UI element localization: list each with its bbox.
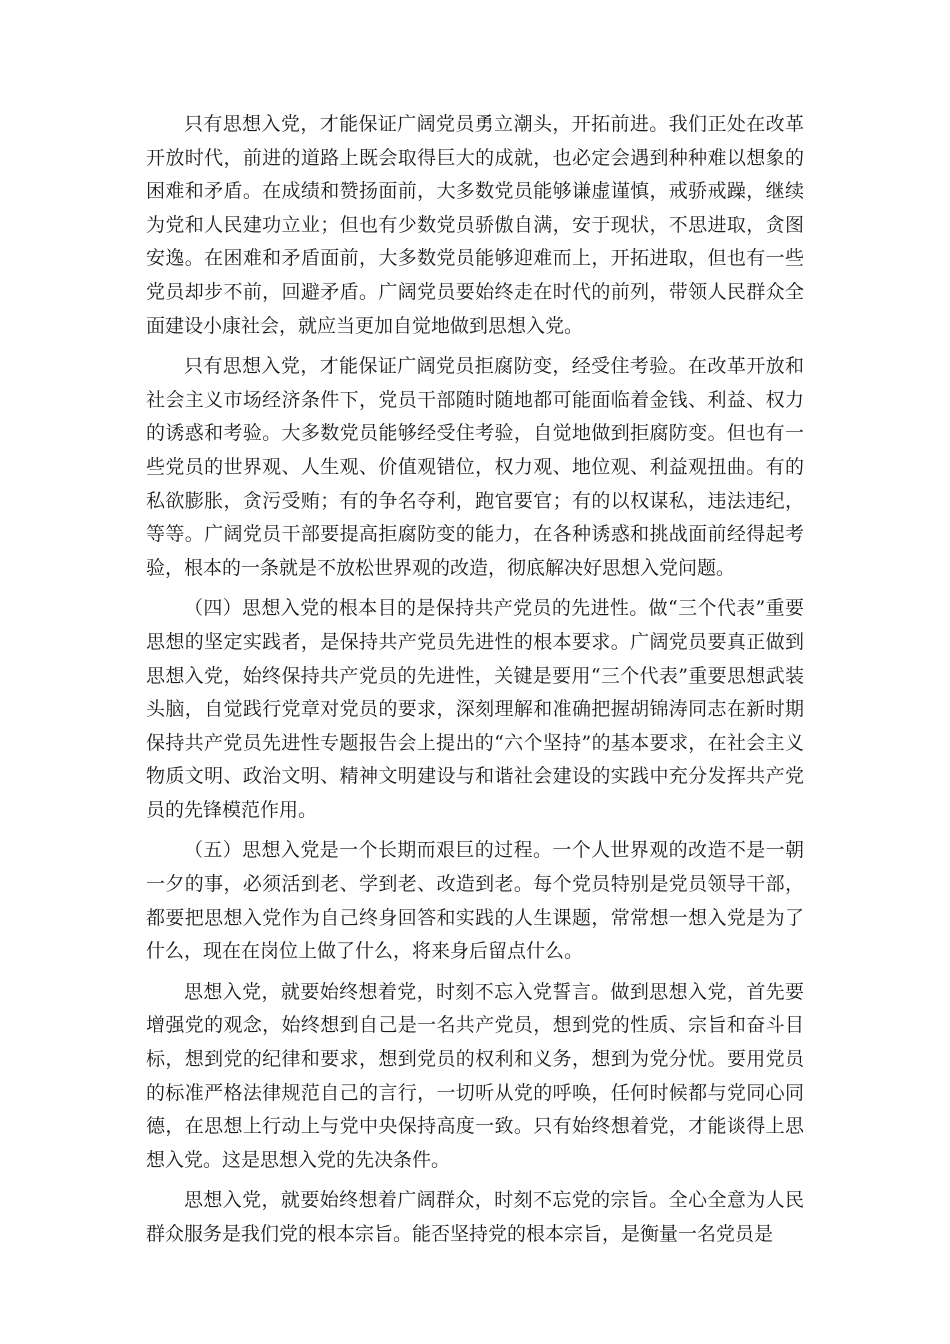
paragraph-2: 只有思想入党，才能保证广阔党员拒腐防变，经受住考验。在改革开放和社会主义市场经济条件下，党员干部随时随地都可能面临着金钱、利益、权力的诱惑和考验。大多数党员能够经受住考验，自觉地做到拒腐防变。但也有一些党员的世界观、人生观、价值观错位，权力观、地位观、利益观扭曲。有的私欲膨胀，贪污受贿；有的争名夺利，跑官要官；有的以权谋私，违法违纪，等等。广阔党员干部要提高拒腐防变的能力，在各种诱惑和挑战面前经得起考验，根本的一条就是不放松世界观的改造，彻底解决好思想入党问题。 <box>146 355 804 579</box>
paragraph-5: 思想入党，就要始终想着党，时刻不忘入党誓言。做到思想入党，首先要增强党的观念，始终想到自己是一名共产党员，想到党的性质、宗旨和奋斗目标，想到党的纪律和要求，想到党员的权利和义务，想到为党分忧。要用党员的标准严格法律规范自己的言行，一切听从党的呼唤，任何时候都与党同心同德，在思想上行动上与党中央保持高度一致。只有始终想着党，才能谈得上思想入党。这是思想入党的先决条件。 <box>146 980 804 1171</box>
document-page <box>146 108 804 1259</box>
paragraph-4: （五）思想入党是一个长期而艰巨的过程。一个人世界观的改造不是一朝一夕的事，必须活到老、学到老、改造到老。每个党员特别是党员领导干部，都要把思想入党作为自己终身回答和实践的人生课题，常常想一想入党是为了什么，现在在岗位上做了什么，将来身后留点什么。 <box>146 839 804 963</box>
paragraph-1: 只有思想入党，才能保证广阔党员勇立潮头，开拓前进。我们正处在改革开放时代，前进的道路上既会取得巨大的成就，也必定会遇到种种难以想象的困难和矛盾。在成绩和赞扬面前，大多数党员能够谦虚谨慎，戒骄戒躁，继续为党和人民建功立业；但也有少数党员骄傲自满，安于现状，不思进取，贪图安逸。在困难和矛盾面前，大多数党员能够迎难而上，开拓进取，但也有一些党员却步不前，回避矛盾。广阔党员要始终走在时代的前列，带领人民群众全面建设小康社会，就应当更加自觉地做到思想入党。 <box>146 113 804 337</box>
paragraph-3: （四）思想入党的根本目的是保持共产党员的先进性。做“三个代表”重要思想的坚定实践者，是保持共产党员先进性的根本要求。广阔党员要真正做到思想入党，始终保持共产党员的先进性，关键是要用“三个代表”重要思想武装头脑，自觉践行党章对党员的要求，深刻理解和准确把握胡锦涛同志在新时期保持共产党员先进性专题报告会上提出的“六个坚持”的基本要求，在社会主义物质文明、政治文明、精神文明建设与和谐社会建设的实践中充分发挥共产党员的先锋模范作用。 <box>146 597 804 821</box>
paragraph-6: 思想入党，就要始终想着广阔群众，时刻不忘党的宗旨。全心全意为人民群众服务是我们党的根本宗旨。能否坚持党的根本宗旨，是衡量一名党员是 <box>146 1189 804 1245</box>
